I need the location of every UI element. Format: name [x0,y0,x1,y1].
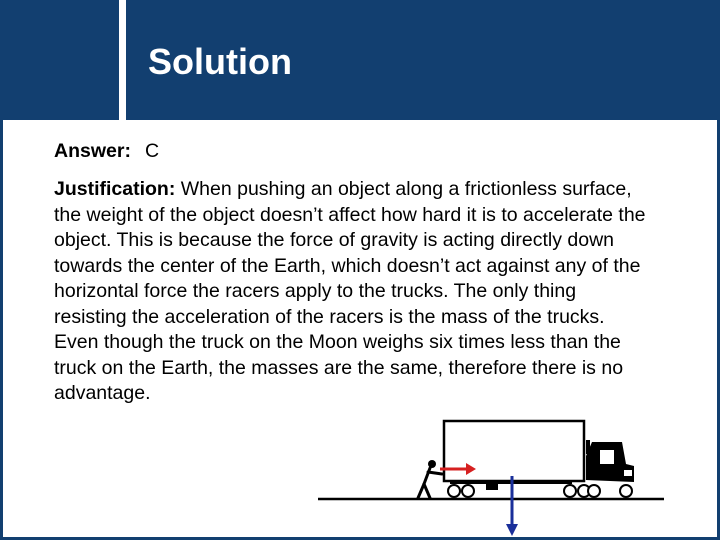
slide-header [0,0,720,120]
gravity-arrow-icon [506,476,518,536]
truck-push-illustration [310,412,670,540]
answer-label: Answer: [54,140,131,162]
header-divider [119,0,126,120]
answer-line [54,139,159,163]
answer-value: C [144,140,160,162]
person-pushing-icon [418,460,442,498]
semi-truck-icon [444,421,634,497]
justification-text: When pushing an object along a frictionless surface, the weight of the object doesn’t affect how hard it is to accelerate the object. This is because the force of gravity is acting directly down towards the center of the Earth, which doesn’t act against any of the horizontal force the racers apply to the trucks. The only thing resisting the acceleration of the racers is the mass of the trucks. Even though the truck on the Moon weighs six times less than the truck on the Earth, the masses are the same, therefore there is no advantage. [54,178,646,404]
justification-paragraph [54,177,654,407]
slide-title: Solution [148,41,292,82]
justification-label: Justification: [54,178,176,200]
